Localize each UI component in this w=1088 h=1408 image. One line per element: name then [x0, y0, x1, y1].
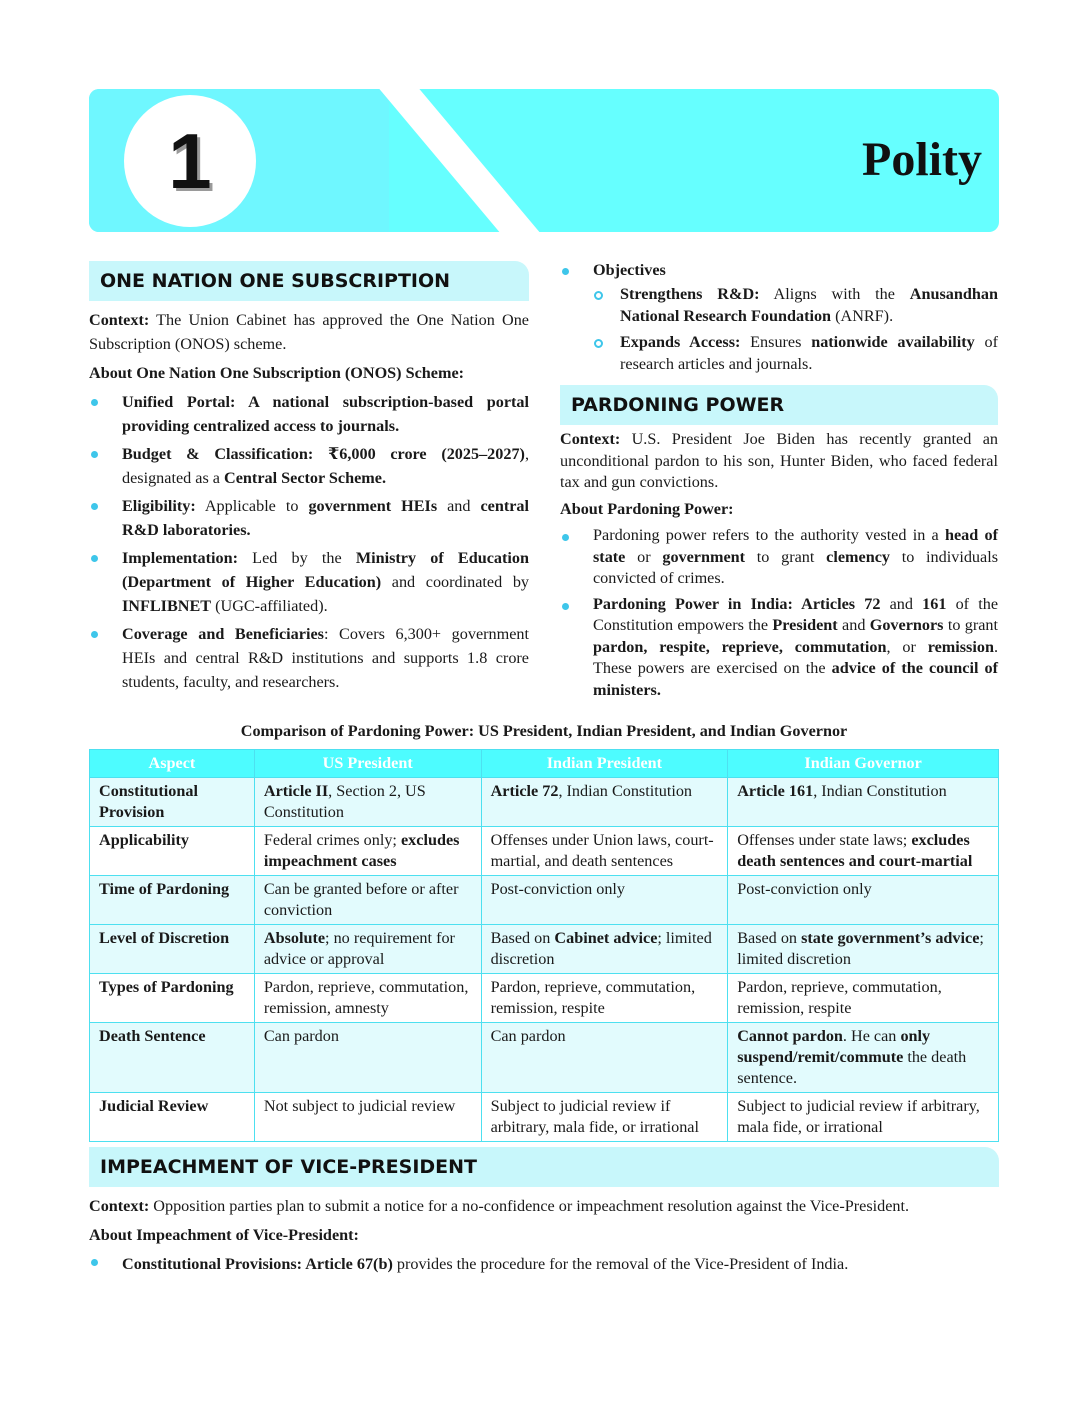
item-bold: Anusandhan National Research Foundation	[620, 285, 998, 325]
cell-ip	[481, 1023, 728, 1093]
cell-ig	[728, 778, 999, 827]
item-bold: Pardoning Power in India: Articles 72	[593, 594, 881, 613]
item-bold: Constitutional Provisions: Article 67(b)	[122, 1255, 393, 1273]
item-bold: advice of the council of ministers.	[593, 659, 998, 699]
table-caption: Comparison of Pardoning Power: US President, Indian President, and Indian Governor	[240, 722, 848, 740]
cell-ip	[481, 827, 728, 876]
cell-ip	[481, 925, 728, 974]
cell-text: Offenses under state laws;	[737, 831, 912, 849]
cell-text: , Indian Constitution	[813, 782, 947, 800]
table-row	[90, 778, 999, 827]
header-indian-president: Indian President	[481, 750, 728, 778]
item-bold: government HEIs	[308, 497, 438, 515]
onos-about: About One Nation One Subscription (ONOS) Scheme:	[89, 364, 465, 382]
pardon-about: About Pardoning Power:	[560, 499, 734, 518]
cell-us	[254, 1023, 481, 1093]
item-text: , or	[886, 637, 928, 656]
context-text: Opposition parties plan to submit a notice for a no-confidence or impeachment resolution against the Vice-President.	[149, 1197, 910, 1215]
impeachment-about: About Impeachment of Vice-President:	[89, 1226, 359, 1244]
list-item	[560, 525, 998, 590]
cell-text: , Indian Constitution	[558, 782, 692, 800]
item-text: of the Constitution empowers the	[593, 594, 999, 634]
item-text: Pardoning power refers to the authority vested in a	[593, 526, 945, 544]
item-bold: government	[662, 547, 746, 566]
context-label: Context:	[89, 311, 150, 329]
list-item	[89, 494, 529, 542]
context-text: U.S. President Joe Biden has recently granted an unconditional pardon to his son, Hunter Biden, who faced federal tax and gun convictions.	[560, 430, 998, 491]
item-label: Strengthens R&D:	[620, 285, 760, 303]
item-text: : Covers 6,300+ government HEIs and central R&D institutions and supports 1.8 crore students, faculty, and researchers.	[122, 625, 529, 691]
item-text: to grant	[745, 547, 827, 566]
cell-us	[254, 827, 481, 876]
cell-us	[254, 876, 481, 925]
item-text: and	[880, 594, 923, 613]
item-label: Coverage and Beneficiaries	[122, 625, 324, 643]
item-text: and coordinated by	[381, 573, 530, 591]
objectives-list	[560, 259, 998, 375]
cell-text: ; no requirement for advice or approval	[263, 929, 455, 968]
item-text: to grant	[943, 616, 999, 634]
item-text: of research articles and journals.	[620, 333, 999, 373]
section-heading-pardon: PARDONING POWER	[560, 385, 998, 425]
item-label: Expands Access:	[620, 333, 741, 351]
table-row	[90, 827, 999, 876]
objectives-column	[560, 259, 998, 379]
item-text: and	[437, 497, 481, 515]
chapter-title: Polity	[862, 133, 982, 186]
item-label: Eligibility:	[122, 497, 196, 515]
item-text: or	[625, 547, 663, 566]
item-text: provides the procedure for the removal of the Vice-President of India.	[392, 1255, 849, 1273]
table-row	[90, 1093, 999, 1142]
item-bold: head of state	[593, 526, 998, 566]
pardon-list	[560, 525, 998, 701]
cell-text: the death sentence.	[737, 1048, 967, 1087]
item-bold: Central Sector Scheme.	[224, 469, 387, 487]
list-item	[89, 546, 529, 618]
cell-text: Based on	[490, 929, 555, 947]
onos-list	[89, 390, 529, 694]
item-text: (ANRF).	[831, 307, 894, 325]
header-indian-governor: Indian Governor	[728, 750, 999, 778]
item-text: (UGC-affiliated).	[211, 597, 328, 615]
item-bold: President	[772, 616, 838, 634]
item-label: Budget & Classification: ₹6,000 crore (2025–2027)	[122, 445, 525, 463]
header-aspect: Aspect	[90, 750, 255, 778]
list-item	[89, 442, 529, 490]
cell-bold: Cannot pardon	[737, 1027, 843, 1045]
cell-ig	[728, 1093, 999, 1142]
cell-bold: only suspend/remit/commute	[737, 1027, 931, 1066]
banner-slash	[371, 89, 554, 232]
item-bold: clemency	[826, 547, 890, 566]
context-label: Context:	[560, 430, 621, 448]
cell-text: Pardon, reprieve, commutation, remission, respite	[737, 978, 942, 1017]
item-text: Ensures	[740, 333, 812, 351]
cell-text: Can be granted before or after conviction	[263, 880, 459, 919]
table-row	[90, 876, 999, 925]
cell-ip	[481, 974, 728, 1023]
table-row	[90, 925, 999, 974]
item-text: , designated as a	[122, 445, 529, 487]
context-text: The Union Cabinet has approved the One Nation One Subscription (ONOS) scheme.	[89, 311, 529, 353]
cell-ig	[728, 925, 999, 974]
cell-aspect: Constitutional Provision	[90, 778, 255, 827]
cell-text: Pardon, reprieve, commutation, remission, amnesty	[263, 978, 469, 1017]
cell-bold: excludes impeachment cases	[263, 831, 460, 870]
table-row	[90, 974, 999, 1023]
cell-text: . He can	[842, 1027, 901, 1045]
cell-text: , Section 2, US Constitution	[263, 782, 426, 821]
cell-aspect: Time of Pardoning	[90, 876, 255, 925]
item-text: to individuals convicted of crimes.	[593, 547, 999, 587]
item-bold: Governors	[869, 616, 944, 634]
item-bold: INFLIBNET	[122, 597, 212, 615]
cell-text: Subject to judicial review if arbitrary, mala fide, or irrational	[490, 1097, 699, 1136]
cell-ip	[481, 778, 728, 827]
cell-text: Not subject to judicial review	[263, 1097, 456, 1115]
item-text: Aligns with the	[759, 285, 910, 303]
pardon-context	[560, 429, 998, 494]
cell-text: ; limited discretion	[737, 929, 984, 968]
cell-text: ; limited discretion	[490, 929, 712, 968]
cell-aspect: Types of Pardoning	[90, 974, 255, 1023]
pardon-column	[560, 429, 998, 705]
cell-ig	[728, 1023, 999, 1093]
objectives-sublist	[593, 283, 998, 375]
item-text: Led by the	[238, 549, 356, 567]
item-text: Applicable to	[195, 497, 309, 515]
cell-text: Can pardon	[263, 1027, 339, 1045]
sub-item	[593, 283, 998, 327]
list-item	[89, 622, 529, 694]
header-us-president: US President	[254, 750, 481, 778]
cell-text: Subject to judicial review if arbitrary, mala fide, or irrational	[737, 1097, 980, 1136]
cell-ip	[481, 1093, 728, 1142]
cell-text: Post-conviction only	[490, 880, 626, 898]
cell-bold: Article 72	[490, 782, 559, 800]
cell-bold: Absolute	[263, 929, 326, 947]
cell-ig	[728, 876, 999, 925]
chapter-number: 1	[168, 117, 212, 205]
item-bold: Ministry of Education (Department of Higher Education)	[122, 549, 529, 591]
cell-bold: excludes death sentences and court-martial	[737, 831, 973, 870]
item-bold: central R&D laboratories.	[122, 497, 530, 539]
cell-us	[254, 974, 481, 1023]
cell-bold: Article II	[263, 782, 329, 800]
onos-column	[89, 308, 529, 698]
chapter-number-circle	[124, 95, 256, 227]
sub-item	[593, 331, 998, 375]
cell-us	[254, 925, 481, 974]
cell-bold: Article 161	[737, 782, 814, 800]
item-text: and	[837, 616, 870, 634]
item-bold: 161	[922, 594, 947, 613]
cell-text: Can pardon	[490, 1027, 566, 1045]
context-label: Context:	[89, 1197, 150, 1215]
cell-text: Based on	[737, 929, 802, 947]
cell-ip	[481, 876, 728, 925]
cell-bold: Cabinet advice	[554, 929, 658, 947]
onos-context	[89, 308, 529, 356]
cell-ig	[728, 827, 999, 876]
section-heading-onos: ONE NATION ONE SUBSCRIPTION	[89, 261, 529, 301]
cell-text: Post-conviction only	[737, 880, 872, 898]
cell-aspect: Level of Discretion	[90, 925, 255, 974]
cell-text: Pardon, reprieve, commutation, remission, respite	[490, 978, 696, 1017]
list-item	[89, 1250, 999, 1279]
impeachment-column	[89, 1192, 999, 1283]
item-bold: nationwide availability	[811, 333, 975, 351]
item-label: Implementation:	[122, 549, 238, 567]
item-label: Unified Portal: A national subscription-based portal providing centralized access to journals.	[122, 393, 529, 435]
impeachment-context	[89, 1192, 999, 1221]
cell-aspect: Death Sentence	[90, 1023, 255, 1093]
item-bold: remission	[927, 637, 994, 656]
item-text: . These powers are exercised on the	[593, 637, 999, 677]
cell-us	[254, 1093, 481, 1142]
list-item	[560, 259, 998, 375]
table-row	[90, 1023, 999, 1093]
impeachment-list	[89, 1250, 999, 1279]
cell-text: Offenses under Union laws, court-martial, and death sentences	[490, 831, 714, 870]
cell-us	[254, 778, 481, 827]
cell-aspect: Applicability	[90, 827, 255, 876]
list-item	[560, 594, 998, 702]
item-bold: pardon, respite, reprieve, commutation	[593, 637, 887, 656]
section-heading-impeachment: IMPEACHMENT OF VICE-PRESIDENT	[89, 1147, 999, 1187]
cell-bold: state government’s advice	[801, 929, 980, 947]
cell-text: Federal crimes only;	[263, 831, 401, 849]
cell-aspect: Judicial Review	[90, 1093, 255, 1142]
objectives-label: Objectives	[593, 261, 666, 279]
comparison-table	[89, 749, 999, 1142]
table-header-row	[90, 750, 999, 778]
list-item	[89, 390, 529, 438]
cell-ig	[728, 974, 999, 1023]
